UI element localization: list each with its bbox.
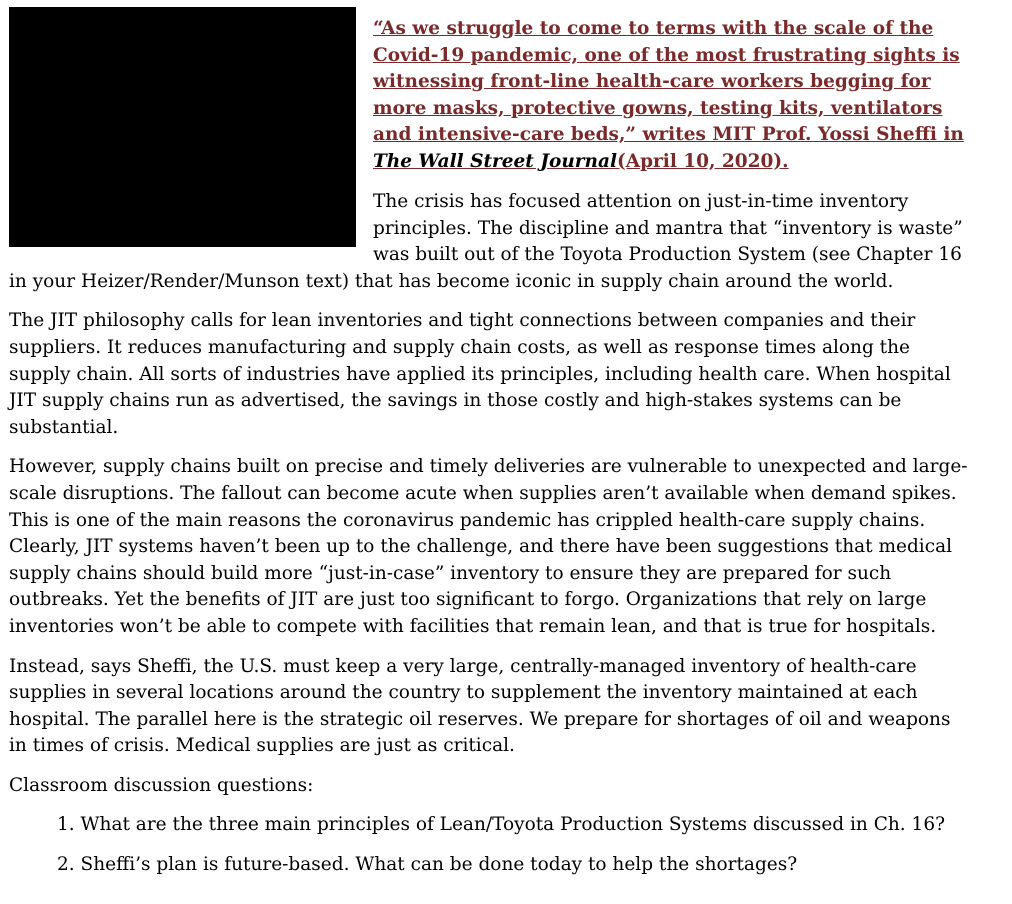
questions-list <box>9 812 974 878</box>
quote-text: “As we struggle to come to terms with the scale of the Covid-19 pandemic, one of the most frustrating sights is witnessing front-line health-care workers begging for more masks, protective gowns, testing kits, ventilators and intensive-care beds,” writes MIT Prof. Yossi Sheffi in <box>373 18 964 145</box>
quote-date: (April 10, 2020). <box>617 150 789 172</box>
questions-heading: Classroom discussion questions: <box>9 774 314 796</box>
question-item-1: 1. What are the three main principles of Lean/Toyota Production Systems discussed in Ch. 16? <box>57 814 946 836</box>
quote-publication: The Wall Street Journal <box>373 150 618 172</box>
paragraph-1: The crisis has focused attention on just-in-time inventory principles. The discipline and mantra that “inventory is waste” was built out of the Toyota Production System (see Chapter 16 in your Heizer/Render/Munson text) that has become iconic in supply chain around the world. <box>9 191 963 292</box>
document-page <box>9 7 974 892</box>
paragraph-4: Instead, says Sheffi, the U.S. must keep a very large, centrally-managed inventory of health-care supplies in several locations around the country to supplement the inventory maintained at each hospital. The parallel here is the strategic oil reserves. We prepare for shortages of oil and weapons in times of crisis. Medical supplies are just as critical. <box>9 655 951 757</box>
paragraph-2: The JIT philosophy calls for lean inventories and tight connections between companies and their suppliers. It reduces manufacturing and supply chain costs, as well as response times along the supply chain. All sorts of industries have applied its principles, including health care. When hospital JIT supply chains run as advertised, the savings in those costly and high-stakes systems can be substantial. <box>9 310 951 438</box>
paragraph-3: However, supply chains built on precise and timely deliveries are vulnerable to unexpected and large-scale disruptions. The fallout can become acute when supplies aren’t available when demand spikes. This is one of the main reasons the coronavirus pandemic has crippled health-care supply chains. Clearly, JIT systems haven’t been up to the challenge, and there have been suggestions that medical supply chains should build more “just-in-case” inventory to ensure they are prepared for such outbreaks. Yet the benefits of JIT are just too significant to forgo. Organizations that rely on large inventories won’t be able to compete with facilities that remain lean, and that is true for hospitals. <box>9 456 968 637</box>
question-item-2: 2. Sheffi’s plan is future-based. What can be done today to help the shortages? <box>57 854 798 876</box>
article-image <box>9 7 356 247</box>
